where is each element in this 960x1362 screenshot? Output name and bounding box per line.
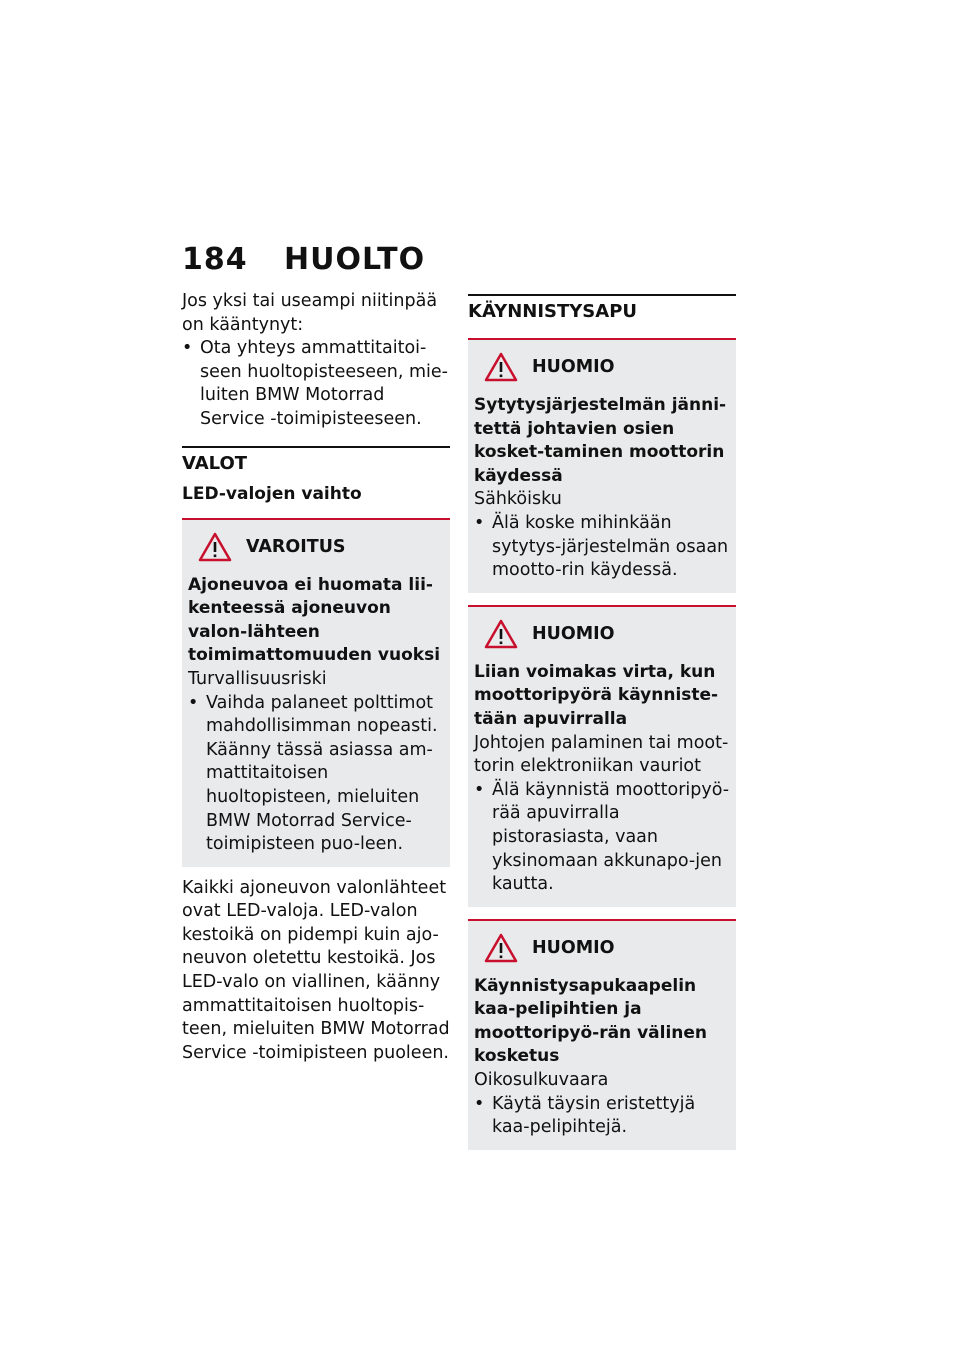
notice-bullet bbox=[474, 512, 730, 583]
intro-text: Jos yksi tai useampi niitinpää on kääntynyt: bbox=[182, 291, 438, 335]
warning-triangle-icon bbox=[484, 619, 518, 649]
notice-label: HUOMIO bbox=[532, 623, 615, 644]
notice-bullet-text: Käytä täysin eristettyjä kaa-pelipihtejä. bbox=[492, 1093, 696, 1138]
right-column bbox=[468, 290, 736, 1150]
warning-box bbox=[182, 518, 450, 867]
notice-heading: Käynnistysapukaapelin kaa-pelipihtien ja moottoripyö-rän välinen kosketus bbox=[474, 975, 708, 1067]
warning-triangle-icon bbox=[198, 532, 232, 562]
warning-bullet-text: Vaihda palaneet polttimot mahdollisimman nopeasti. Käänny tässä asiassa am-mattitaitoisen huoltopisteen, mieluiten BMW Motorrad Service-toimipisteen puo-leen. bbox=[206, 692, 438, 855]
notice-label: HUOMIO bbox=[532, 937, 615, 958]
notice-bullet bbox=[474, 1093, 730, 1140]
notice-risk: Oikosulkuvaara bbox=[474, 1070, 609, 1091]
notice-box bbox=[468, 338, 736, 593]
warning-triangle-icon bbox=[484, 352, 518, 382]
bullet-dot: • bbox=[474, 779, 485, 800]
section-title-kaynnistysapu: KÄYNNISTYSAPU bbox=[468, 294, 736, 324]
body-text: Kaikki ajoneuvon valonlähteet ovat LED-valoja. LED-valon kestoikä on pidempi kuin ajo-neuvon oletettu kestoikä. Jos LED-valo on viallinen, käänny ammattitaitoisen huoltopis-teen, mieluiten BMW Motorrad Service -toimipisteen puoleen. bbox=[182, 877, 450, 1063]
notice-title bbox=[474, 346, 730, 388]
notice-box bbox=[468, 605, 736, 907]
page-header bbox=[182, 242, 425, 277]
warning-bullet bbox=[188, 692, 444, 857]
page-number: 184 bbox=[182, 242, 248, 277]
notice-title bbox=[474, 613, 730, 655]
section-title-valot: VALOT bbox=[182, 446, 450, 476]
notice-box bbox=[468, 919, 736, 1150]
notice-bullet-text: Älä käynnistä moottoripyö-rää apuvirralla pistorasiasta, vaan yksinomaan akkunapo-jen kautta. bbox=[492, 779, 730, 895]
bullet-dot: • bbox=[474, 512, 485, 533]
notice-label: HUOMIO bbox=[532, 357, 615, 377]
intro-bullet-text: Ota yhteys ammattitaitoi-seen huoltopisteeseen, mie-luiten BMW Motorrad Service -toimipisteeseen. bbox=[200, 338, 448, 429]
warning-title bbox=[188, 526, 444, 568]
left-column bbox=[182, 290, 450, 1065]
bullet-dot: • bbox=[188, 692, 199, 713]
notice-bullet-text: Älä koske mihinkään sytytys-järjestelmän osaan mootto-rin käydessä. bbox=[492, 512, 729, 581]
intro-bullet bbox=[182, 337, 450, 431]
warning-heading: Ajoneuvoa ei huomata lii-kenteessä ajoneuvon valon-lähteen toimimattomuuden vuoksi bbox=[188, 574, 441, 666]
subheading-led: LED-valojen vaihto bbox=[182, 483, 362, 504]
notice-risk: Johtojen palaminen tai moot-torin elektroniikan vauriot bbox=[474, 732, 729, 777]
bullet-dot: • bbox=[182, 338, 193, 359]
warning-label: VAROITUS bbox=[246, 536, 346, 557]
warning-triangle-icon bbox=[484, 933, 518, 963]
notice-heading: Liian voimakas virta, kun moottoripyörä käynniste-tään apuvirralla bbox=[474, 661, 719, 729]
notice-title bbox=[474, 927, 730, 969]
warning-risk: Turvallisuusriski bbox=[188, 668, 327, 689]
page-title: HUOLTO bbox=[284, 242, 426, 277]
notice-heading: Sytytysjärjestelmän jänni-tettä johtavien osien kosket-taminen moottorin käydessä bbox=[474, 395, 727, 486]
bullet-dot: • bbox=[474, 1093, 485, 1114]
notice-risk: Sähköisku bbox=[474, 489, 562, 510]
notice-bullet bbox=[474, 779, 730, 897]
